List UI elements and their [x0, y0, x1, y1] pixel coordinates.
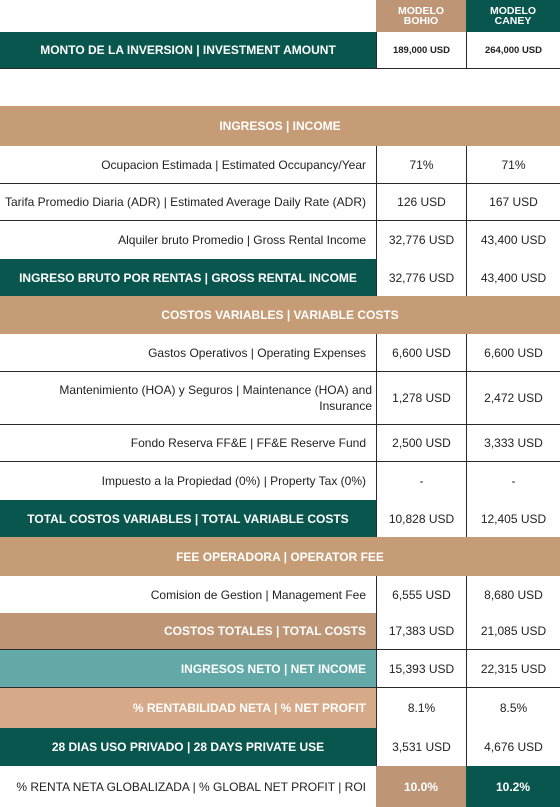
- variable-total-bohio: 10,828 USD: [376, 500, 466, 537]
- variable-total-label: TOTAL COSTOS VARIABLES | TOTAL VARIABLE COSTS: [0, 500, 376, 537]
- adr-label: Tarifa Promedio Diaria (ADR) | Estimated Average Daily Rate (ADR): [4, 195, 366, 209]
- variable-total-row: [0, 500, 560, 537]
- model-bohio-header: [376, 0, 466, 32]
- table-row: [0, 425, 560, 462]
- rental-bohio: 32,776 USD: [376, 221, 466, 259]
- ffe-label: Fondo Reserva FF&E | FF&E Reserve Fund: [130, 436, 366, 450]
- investment-row: [0, 32, 560, 69]
- table-row: [0, 576, 560, 613]
- tax-bohio: -: [376, 462, 466, 500]
- gross-total-label: INGRESO BRUTO POR RENTAS | GROSS RENTAL INCOME: [0, 259, 376, 296]
- adr-bohio: 126 USD: [376, 184, 466, 220]
- table-row: [0, 334, 560, 372]
- private-use-caney: 4,676 USD: [466, 728, 560, 766]
- header-row: [0, 0, 560, 32]
- hoa-label-line2: Insurance: [319, 399, 372, 413]
- rental-caney: 43,400 USD: [466, 221, 560, 259]
- net-income-caney: 22,315 USD: [466, 650, 560, 687]
- hoa-label-line1: Mantenimiento (HOA) y Seguros | Maintenance (HOA) and: [59, 383, 372, 397]
- opex-caney: 6,600 USD: [466, 334, 560, 371]
- rental-label: Alquiler bruto Promedio | Gross Rental Income: [118, 233, 366, 247]
- section-income-title: INGRESOS | INCOME: [0, 106, 560, 146]
- gross-total-row: [0, 259, 560, 296]
- roi-label: % RENTA NETA GLOBALIZADA | % GLOBAL NET PROFIT | ROI: [16, 779, 366, 794]
- tax-caney: -: [466, 462, 560, 500]
- section-income: [0, 106, 560, 146]
- model-caney-line1: MODELO: [489, 5, 537, 17]
- section-operator-fee: [0, 537, 560, 576]
- occupancy-caney: 71%: [466, 146, 560, 183]
- investment-bohio: 189,000 USD: [376, 32, 466, 68]
- roi-caney: 10.2%: [466, 766, 560, 807]
- net-profit-caney: 8.5%: [466, 688, 560, 728]
- net-income-bohio: 15,393 USD: [376, 650, 466, 687]
- tax-label: Impuesto a la Propiedad (0%) | Property Tax (0%): [101, 474, 366, 488]
- model-bohio-line2: BOHIO: [403, 15, 439, 27]
- table-row: [0, 372, 560, 425]
- gross-total-caney: 43,400 USD: [466, 259, 560, 296]
- private-use-bohio: 3,531 USD: [376, 728, 466, 766]
- net-profit-label: % RENTABILIDAD NETA | % NET PROFIT: [0, 688, 376, 728]
- adr-caney: 167 USD: [466, 184, 560, 220]
- investment-caney: 264,000 USD: [466, 32, 560, 68]
- roi-bohio: 10.0%: [376, 766, 466, 807]
- hoa-bohio: 1,278 USD: [376, 372, 466, 424]
- net-income-row: [0, 650, 560, 688]
- opex-bohio: 6,600 USD: [376, 334, 466, 371]
- mgmt-bohio: 6,555 USD: [376, 576, 466, 613]
- model-bohio-line1: MODELO: [397, 5, 445, 17]
- roi-row: [0, 766, 560, 807]
- gross-total-bohio: 32,776 USD: [376, 259, 466, 296]
- mgmt-caney: 8,680 USD: [466, 576, 560, 613]
- opex-label: Gastos Operativos | Operating Expenses: [148, 345, 366, 360]
- total-costs-row: [0, 613, 560, 650]
- private-use-label: 28 DIAS USO PRIVADO | 28 DAYS PRIVATE USE: [0, 728, 376, 766]
- model-caney-header: [466, 0, 560, 32]
- occupancy-bohio: 71%: [376, 146, 466, 183]
- total-costs-label: COSTOS TOTALES | TOTAL COSTS: [0, 613, 376, 649]
- ffe-bohio: 2,500 USD: [376, 425, 466, 461]
- table-row: [0, 184, 560, 221]
- table-row: [0, 462, 560, 500]
- total-costs-caney: 21,085 USD: [466, 613, 560, 649]
- table-row: [0, 146, 560, 184]
- investment-label: MONTO DE LA INVERSION | INVESTMENT AMOUNT: [0, 32, 376, 68]
- ffe-caney: 3,333 USD: [466, 425, 560, 461]
- variable-total-caney: 12,405 USD: [466, 500, 560, 537]
- occupancy-label: Ocupacion Estimada | Estimated Occupancy/Year: [101, 157, 366, 172]
- net-profit-bohio: 8.1%: [376, 688, 466, 728]
- mgmt-label: Comision de Gestion | Management Fee: [150, 587, 366, 602]
- net-profit-row: [0, 688, 560, 728]
- private-use-row: [0, 728, 560, 766]
- section-variable-costs-title: COSTOS VARIABLES | VARIABLE COSTS: [0, 296, 560, 334]
- hoa-caney: 2,472 USD: [466, 372, 560, 424]
- table-row: [0, 221, 560, 259]
- net-income-label: INGRESOS NETO | NET INCOME: [0, 650, 376, 687]
- section-operator-fee-title: FEE OPERADORA | OPERATOR FEE: [0, 537, 560, 576]
- hoa-label: [0, 372, 376, 424]
- section-variable-costs: [0, 296, 560, 334]
- total-costs-bohio: 17,383 USD: [376, 613, 466, 649]
- header-spacer: [0, 0, 376, 32]
- model-caney-line2: CANEY: [494, 15, 532, 27]
